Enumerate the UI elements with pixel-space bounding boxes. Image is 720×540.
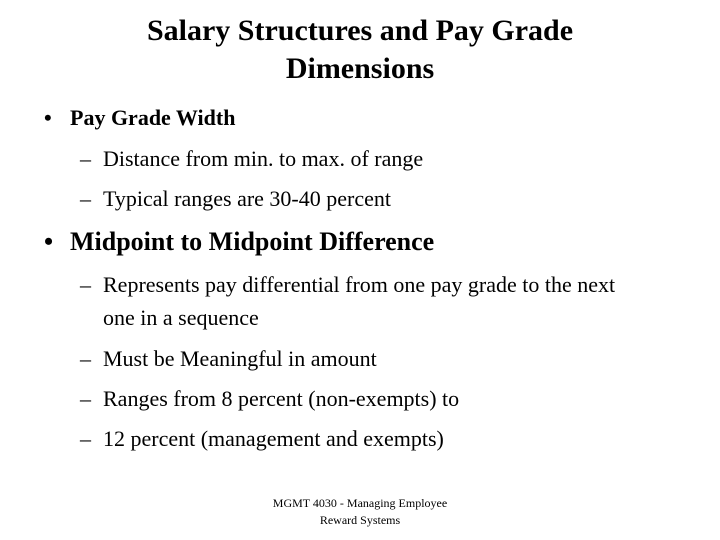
list-item: [80, 268, 640, 334]
dash-icon: –: [80, 146, 91, 171]
list-item: [80, 422, 640, 455]
list-item: [80, 342, 640, 375]
dash-icon: –: [80, 186, 91, 211]
list-item-text: Ranges from 8 percent (non-exempts) to: [103, 386, 460, 411]
list-item-text: Typical ranges are 30-40 percent: [103, 186, 391, 211]
list-item-text: Must be Meaningful in amount: [103, 346, 377, 371]
list-item-text: Distance from min. to max. of range: [103, 146, 424, 171]
dash-icon: –: [80, 426, 91, 451]
dash-icon: –: [80, 386, 91, 411]
slide-title-line-2: Dimensions: [285, 52, 435, 85]
slide-footer: [230, 495, 490, 529]
footer-line-1: MGMT 4030 - Managing Employee: [272, 496, 448, 510]
list-item-text: 12 percent (management and exempts): [103, 426, 444, 451]
dash-icon: –: [80, 346, 91, 371]
footer-line-2: Reward Systems: [319, 513, 401, 527]
list-item-text: Represents pay differential from one pay grade to the next one in a sequence: [103, 272, 616, 330]
list-item: [80, 382, 640, 415]
slide-title-line-1: Salary Structures and Pay Grade: [146, 14, 574, 47]
section-heading-text: Midpoint to Midpoint Difference: [70, 227, 435, 256]
dash-icon: –: [80, 272, 91, 297]
bullet-icon: •: [44, 105, 52, 130]
bullet-icon: •: [44, 227, 54, 256]
section-heading-text: Pay Grade Width: [70, 105, 236, 130]
list-item: [80, 182, 640, 215]
list-item: [80, 142, 640, 175]
